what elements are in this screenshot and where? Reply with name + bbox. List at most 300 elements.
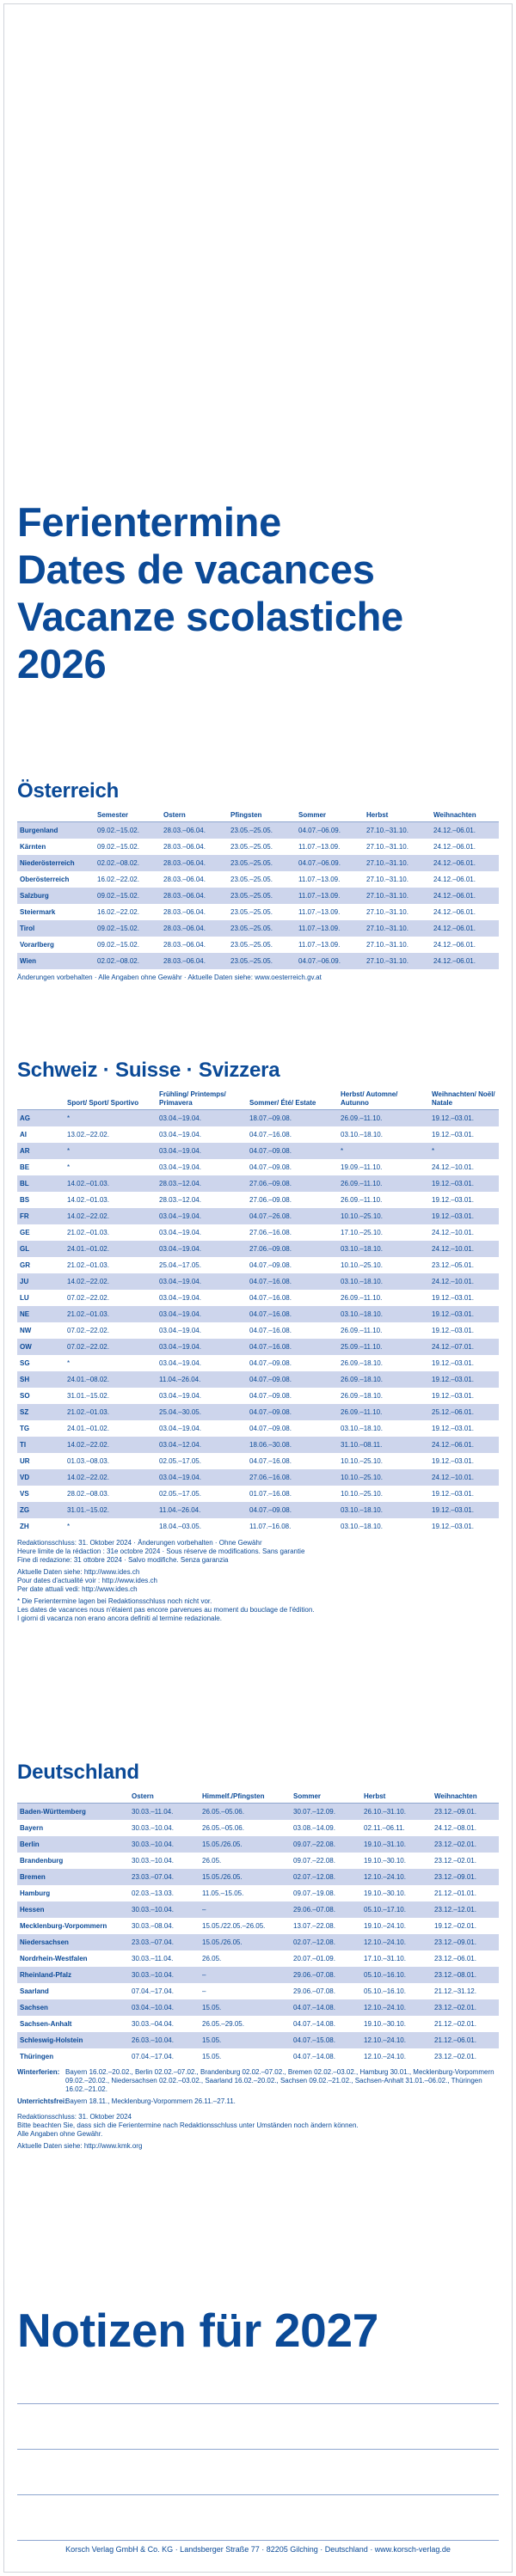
- germany-date-cell: 07.04.–17.04.: [129, 1983, 200, 1999]
- note-line: [17, 2404, 499, 2450]
- switzerland-row: [17, 1486, 499, 1502]
- austria-date-cell: 04.07.–06.09.: [296, 953, 364, 969]
- switzerland-date-cell: 03.04.–19.04.: [157, 1159, 247, 1175]
- germany-date-cell: 21.12.–02.01.: [432, 2016, 499, 2032]
- switzerland-region-cell: SO: [17, 1388, 64, 1404]
- switzerland-date-cell: 24.12.–10.01.: [429, 1273, 499, 1290]
- switzerland-date-cell: 04.07.–09.08.: [247, 1420, 338, 1437]
- germany-date-cell: 23.12.–12.01.: [432, 1901, 499, 1918]
- switzerland-date-cell: 24.01.–01.02.: [64, 1420, 157, 1437]
- germany-date-cell: 26.05.–05.06.: [200, 1804, 291, 1821]
- austria-region-cell: Steiermark: [17, 904, 95, 920]
- germany-date-cell: 19.10.–31.10.: [361, 1836, 432, 1853]
- switzerland-date-cell: 25.09.–11.10.: [338, 1339, 429, 1355]
- switzerland-date-cell: 03.04.–19.04.: [157, 1290, 247, 1306]
- switzerland-region-cell: JU: [17, 1273, 64, 1290]
- switzerland-date-cell: 26.09.–18.10.: [338, 1371, 429, 1388]
- switzerland-date-cell: 19.12.–03.01.: [429, 1306, 499, 1322]
- austria-date-cell: 24.12.–06.01.: [431, 888, 499, 904]
- germany-row: [17, 1967, 499, 1983]
- germany-date-cell: 12.10.–24.10.: [361, 1999, 432, 2016]
- switzerland-date-cell: 03.04.–19.04.: [157, 1143, 247, 1159]
- germany-date-cell: 15.05./26.05.: [200, 1836, 291, 1853]
- germany-date-cell: 24.12.–08.01.: [432, 1820, 499, 1836]
- switzerland-row: [17, 1437, 499, 1453]
- germany-link[interactable]: Aktuelle Daten siehe: http://www.kmk.org: [17, 2142, 143, 2150]
- germany-date-cell: 19.10.–24.10.: [361, 1918, 432, 1934]
- austria-date-cell: 09.02.–15.02.: [95, 839, 161, 855]
- switzerland-date-cell: 14.02.–01.03.: [64, 1192, 157, 1208]
- switzerland-date-cell: 28.03.–12.04.: [157, 1175, 247, 1192]
- austria-body: [17, 822, 499, 970]
- switzerland-date-cell: 03.10.–18.10.: [338, 1518, 429, 1535]
- germany-date-cell: 19.10.–30.10.: [361, 2016, 432, 2032]
- switzerland-col-header: Sommer/ Été/ Estate: [247, 1089, 338, 1110]
- switzerland-date-cell: 04.07.–16.08.: [247, 1339, 338, 1355]
- switzerland-date-cell: 26.09.–11.10.: [338, 1290, 429, 1306]
- switzerland-date-cell: 03.04.–19.04.: [157, 1339, 247, 1355]
- austria-col-header: Ostern: [161, 809, 228, 822]
- switzerland-region-cell: AG: [17, 1110, 64, 1127]
- switzerland-row: [17, 1175, 499, 1192]
- switzerland-row: [17, 1208, 499, 1224]
- austria-row: [17, 953, 499, 969]
- switzerland-date-cell: 01.03.–08.03.: [64, 1453, 157, 1469]
- austria-date-cell: 27.10.–31.10.: [364, 855, 431, 871]
- switzerland-row: [17, 1469, 499, 1486]
- germany-date-cell: 05.10.–16.10.: [361, 1967, 432, 1983]
- germany-date-cell: 15.05./26.05.: [200, 1869, 291, 1885]
- switzerland-date-cell: 14.02.–22.02.: [64, 1469, 157, 1486]
- austria-date-cell: 23.05.–25.05.: [228, 822, 296, 839]
- switzerland-row: [17, 1339, 499, 1355]
- germany-date-cell: 30.03.–04.04.: [129, 2016, 200, 2032]
- germany-date-cell: 05.10.–17.10.: [361, 1901, 432, 1918]
- germany-date-cell: 21.12.–06.01.: [432, 2032, 499, 2048]
- germany-date-cell: 04.07.–15.08.: [291, 2032, 361, 2048]
- austria-date-cell: 09.02.–15.02.: [95, 888, 161, 904]
- germany-date-cell: 19.10.–30.10.: [361, 1885, 432, 1901]
- germany-heading: Deutschland: [17, 1761, 139, 1784]
- germany-date-cell: 23.03.–07.04.: [129, 1869, 200, 1885]
- austria-region-cell: Tirol: [17, 920, 95, 937]
- germany-date-cell: –: [200, 1983, 291, 1999]
- switzerland-region-cell: ZH: [17, 1518, 64, 1535]
- germany-table: [17, 1791, 499, 2065]
- switzerland-date-cell: 18.07.–09.08.: [247, 1110, 338, 1127]
- switzerland-date-cell: *: [338, 1143, 429, 1159]
- switzerland-date-cell: 21.02.–01.03.: [64, 1306, 157, 1322]
- switzerland-date-cell: 27.06.–09.08.: [247, 1241, 338, 1257]
- switzerland-date-cell: 04.07.–16.08.: [247, 1273, 338, 1290]
- link-fr[interactable]: Pour dates d'actualité voir : http://www.ides.ch: [17, 1577, 157, 1584]
- switzerland-date-cell: 19.12.–03.01.: [429, 1355, 499, 1371]
- switzerland-row: [17, 1273, 499, 1290]
- switzerland-row: [17, 1502, 499, 1518]
- switzerland-date-cell: 03.10.–18.10.: [338, 1126, 429, 1143]
- switzerland-body: [17, 1110, 499, 1535]
- germany-region-cell: Mecklenburg-Vorpommern: [17, 1918, 129, 1934]
- switzerland-region-cell: GL: [17, 1241, 64, 1257]
- title-line-fr: Dates de vacances: [17, 546, 375, 592]
- link-de[interactable]: Aktuelle Daten siehe: http://www.ides.ch: [17, 1568, 140, 1576]
- germany-date-cell: 02.07.–12.08.: [291, 1869, 361, 1885]
- germany-date-cell: 30.07.–12.09.: [291, 1804, 361, 1821]
- switzerland-row: [17, 1143, 499, 1159]
- deadline-note-de: Redaktionsschluss: 31. Oktober 2024 · Änderungen vorbehalten · Ohne Gewähr: [17, 1539, 262, 1547]
- switzerland-region-cell: BE: [17, 1159, 64, 1175]
- asterisk-note-fr: Les dates de vacances nous n'étaient pas encore parvenues au moment du bouclage de l'édition.: [17, 1606, 315, 1614]
- switzerland-date-cell: 14.02.–22.02.: [64, 1437, 157, 1453]
- austria-date-cell: 28.03.–06.04.: [161, 904, 228, 920]
- austria-region-cell: Vorarlberg: [17, 937, 95, 953]
- switzerland-col-header: Herbst/ Automne/ Autunno: [338, 1089, 429, 1110]
- austria-date-cell: 11.07.–13.09.: [296, 871, 364, 888]
- switzerland-header-row: [17, 1089, 499, 1110]
- austria-date-cell: 27.10.–31.10.: [364, 822, 431, 839]
- note-line: [17, 2359, 499, 2404]
- switzerland-date-cell: 26.09.–18.10.: [338, 1388, 429, 1404]
- switzerland-region-cell: SG: [17, 1355, 64, 1371]
- germany-date-cell: 05.10.–16.10.: [361, 1983, 432, 1999]
- germany-date-cell: 12.10.–24.10.: [361, 1934, 432, 1950]
- austria-date-cell: 23.05.–25.05.: [228, 937, 296, 953]
- austria-col-header: [17, 809, 95, 822]
- switzerland-date-cell: 19.12.–03.01.: [429, 1371, 499, 1388]
- germany-date-cell: 02.07.–12.08.: [291, 1934, 361, 1950]
- germany-region-cell: Nordrhein-Westfalen: [17, 1950, 129, 1967]
- switzerland-notes: [17, 1539, 499, 1565]
- austria-date-cell: 11.07.–13.09.: [296, 839, 364, 855]
- germany-date-cell: 15.05./22.05.–26.05.: [200, 1918, 291, 1934]
- austria-date-cell: 24.12.–06.01.: [431, 871, 499, 888]
- switzerland-date-cell: 03.10.–18.10.: [338, 1502, 429, 1518]
- switzerland-date-cell: 03.04.–19.04.: [157, 1469, 247, 1486]
- germany-date-cell: 21.12.–31.12.: [432, 1983, 499, 1999]
- switzerland-date-cell: 03.04.–19.04.: [157, 1241, 247, 1257]
- austria-date-cell: 09.02.–15.02.: [95, 920, 161, 937]
- switzerland-date-cell: 24.12.–10.01.: [429, 1241, 499, 1257]
- germany-date-cell: 12.10.–24.10.: [361, 2032, 432, 2048]
- germany-date-cell: 17.10.–31.10.: [361, 1950, 432, 1967]
- austria-date-cell: 23.05.–25.05.: [228, 855, 296, 871]
- switzerland-date-cell: 04.07.–16.08.: [247, 1290, 338, 1306]
- switzerland-row: [17, 1290, 499, 1306]
- switzerland-date-cell: *: [64, 1110, 157, 1127]
- switzerland-date-cell: 18.06.–30.08.: [247, 1437, 338, 1453]
- switzerland-date-cell: 14.02.–22.02.: [64, 1208, 157, 1224]
- switzerland-date-cell: 04.07.–16.08.: [247, 1306, 338, 1322]
- school-free-days: [17, 2097, 499, 2106]
- switzerland-date-cell: *: [64, 1159, 157, 1175]
- germany-date-cell: 23.12.–06.01.: [432, 1950, 499, 1967]
- austria-date-cell: 24.12.–06.01.: [431, 855, 499, 871]
- switzerland-date-cell: 03.04.–19.04.: [157, 1208, 247, 1224]
- switzerland-date-cell: *: [64, 1518, 157, 1535]
- switzerland-row: [17, 1110, 499, 1127]
- germany-row: [17, 1901, 499, 1918]
- switzerland-date-cell: 03.04.–19.04.: [157, 1126, 247, 1143]
- austria-date-cell: 16.02.–22.02.: [95, 904, 161, 920]
- germany-date-cell: 23.12.–02.01.: [432, 1853, 499, 1869]
- austria-row: [17, 937, 499, 953]
- switzerland-date-cell: 03.04.–19.04.: [157, 1420, 247, 1437]
- switzerland-date-cell: 26.09.–11.10.: [338, 1404, 429, 1420]
- germany-date-cell: 30.03.–10.04.: [129, 1853, 200, 1869]
- switzerland-date-cell: 19.12.–03.01.: [429, 1208, 499, 1224]
- switzerland-date-cell: 02.05.–17.05.: [157, 1453, 247, 1469]
- austria-date-cell: 27.10.–31.10.: [364, 920, 431, 937]
- switzerland-date-cell: 07.02.–22.02.: [64, 1339, 157, 1355]
- austria-date-cell: 23.05.–25.05.: [228, 953, 296, 969]
- austria-date-cell: 23.05.–25.05.: [228, 920, 296, 937]
- austria-date-cell: 28.03.–06.04.: [161, 888, 228, 904]
- germany-change-note: Bitte beachten Sie, dass sich die Ferientermine nach Redaktionsschluss unter Umständen noch ändern können.: [17, 2121, 359, 2129]
- austria-col-header: Sommer: [296, 809, 364, 822]
- switzerland-region-cell: VS: [17, 1486, 64, 1502]
- germany-date-cell: 13.07.–22.08.: [291, 1918, 361, 1934]
- switzerland-date-cell: 24.12.–07.01.: [429, 1339, 499, 1355]
- main-title: [17, 498, 499, 687]
- switzerland-section: [17, 1059, 499, 1623]
- switzerland-date-cell: *: [64, 1355, 157, 1371]
- switzerland-date-cell: 24.01.–01.02.: [64, 1241, 157, 1257]
- austria-date-cell: 27.10.–31.10.: [364, 888, 431, 904]
- germany-date-cell: 15.05.: [200, 2032, 291, 2048]
- switzerland-date-cell: 04.07.–26.08.: [247, 1208, 338, 1224]
- switzerland-date-cell: *: [429, 1143, 499, 1159]
- germany-date-cell: 30.03.–10.04.: [129, 1901, 200, 1918]
- switzerland-links: [17, 1568, 499, 1594]
- germany-date-cell: 02.03.–13.03.: [129, 1885, 200, 1901]
- switzerland-date-cell: 27.06.–16.08.: [247, 1469, 338, 1486]
- austria-region-cell: Burgenland: [17, 822, 95, 839]
- germany-date-cell: 21.12.–01.01.: [432, 1885, 499, 1901]
- switzerland-date-cell: 10.10.–25.10.: [338, 1469, 429, 1486]
- switzerland-date-cell: 07.02.–22.02.: [64, 1290, 157, 1306]
- germany-body: [17, 1804, 499, 2066]
- germany-region-cell: Hessen: [17, 1901, 129, 1918]
- germany-date-cell: 12.10.–24.10.: [361, 1869, 432, 1885]
- germany-date-cell: 26.05.: [200, 1853, 291, 1869]
- switzerland-row: [17, 1420, 499, 1437]
- switzerland-date-cell: 21.02.–01.03.: [64, 1404, 157, 1420]
- switzerland-row: [17, 1306, 499, 1322]
- austria-date-cell: 27.10.–31.10.: [364, 904, 431, 920]
- deadline-note-it: Fine di redazione: 31 ottobre 2024 · Salvo modifiche. Senza garanzia: [17, 1556, 229, 1564]
- austria-row: [17, 855, 499, 871]
- switzerland-date-cell: 03.04.–19.04.: [157, 1273, 247, 1290]
- germany-date-cell: 30.03.–10.04.: [129, 1836, 200, 1853]
- switzerland-date-cell: 24.01.–08.02.: [64, 1371, 157, 1388]
- germany-row: [17, 2016, 499, 2032]
- germany-region-cell: Saarland: [17, 1983, 129, 1999]
- title-line-it: Vacanze scolastiche: [17, 594, 403, 639]
- germany-row: [17, 1950, 499, 1967]
- germany-date-cell: –: [200, 1901, 291, 1918]
- germany-col-header: Himmelf./Pfingsten: [200, 1791, 291, 1804]
- switzerland-region-cell: OW: [17, 1339, 64, 1355]
- germany-date-cell: 23.12.–02.01.: [432, 2048, 499, 2065]
- germany-date-cell: 23.12.–09.01.: [432, 1934, 499, 1950]
- germany-date-cell: 29.06.–07.08.: [291, 1967, 361, 1983]
- germany-date-cell: 03.08.–14.09.: [291, 1820, 361, 1836]
- austria-table: [17, 809, 499, 969]
- austria-row: [17, 904, 499, 920]
- switzerland-date-cell: 26.09.–11.10.: [338, 1192, 429, 1208]
- switzerland-region-cell: BS: [17, 1192, 64, 1208]
- austria-date-cell: 11.07.–13.09.: [296, 937, 364, 953]
- germany-date-cell: 29.06.–07.08.: [291, 1983, 361, 1999]
- link-it[interactable]: Per date attuali vedi: http://www.ides.ch: [17, 1585, 138, 1593]
- switzerland-date-cell: 02.05.–17.05.: [157, 1486, 247, 1502]
- switzerland-date-cell: 04.07.–09.08.: [247, 1388, 338, 1404]
- switzerland-region-cell: FR: [17, 1208, 64, 1224]
- switzerland-date-cell: 27.06.–16.08.: [247, 1224, 338, 1241]
- switzerland-heading: Schweiz · Suisse · Svizzera: [17, 1059, 280, 1082]
- germany-col-header: Weihnachten: [432, 1791, 499, 1804]
- switzerland-date-cell: 04.07.–16.08.: [247, 1453, 338, 1469]
- switzerland-region-cell: LU: [17, 1290, 64, 1306]
- germany-date-cell: 23.12.–02.01.: [432, 1999, 499, 2016]
- austria-date-cell: 02.02.–08.02.: [95, 855, 161, 871]
- austria-region-cell: Kärnten: [17, 839, 95, 855]
- switzerland-date-cell: 23.12.–05.01.: [429, 1257, 499, 1273]
- switzerland-date-cell: 04.07.–09.08.: [247, 1159, 338, 1175]
- austria-row: [17, 920, 499, 937]
- notes-lines: [17, 2359, 499, 2541]
- switzerland-date-cell: 19.12.–03.01.: [429, 1518, 499, 1535]
- switzerland-row: [17, 1192, 499, 1208]
- switzerland-date-cell: 19.12.–03.01.: [429, 1192, 499, 1208]
- germany-date-cell: 23.12.–09.01.: [432, 1804, 499, 1821]
- germany-date-cell: 09.07.–22.08.: [291, 1853, 361, 1869]
- switzerland-date-cell: 10.10.–25.10.: [338, 1486, 429, 1502]
- switzerland-col-header: Frühling/ Printemps/ Primavera: [157, 1089, 247, 1110]
- germany-date-cell: 20.07.–01.09.: [291, 1950, 361, 1967]
- germany-date-cell: 12.10.–24.10.: [361, 2048, 432, 2065]
- austria-section: [17, 780, 499, 982]
- germany-date-cell: 15.05.: [200, 2048, 291, 2065]
- germany-region-cell: Bayern: [17, 1820, 129, 1836]
- switzerland-date-cell: 03.10.–18.10.: [338, 1420, 429, 1437]
- germany-row: [17, 1999, 499, 2016]
- austria-date-cell: 28.03.–06.04.: [161, 920, 228, 937]
- switzerland-row: [17, 1126, 499, 1143]
- switzerland-date-cell: 19.12.–03.01.: [429, 1502, 499, 1518]
- germany-region-cell: Hamburg: [17, 1885, 129, 1901]
- germany-row: [17, 1804, 499, 1821]
- austria-date-cell: 16.02.–22.02.: [95, 871, 161, 888]
- switzerland-date-cell: 10.10.–25.10.: [338, 1208, 429, 1224]
- switzerland-table: [17, 1089, 499, 1535]
- switzerland-date-cell: 26.09.–11.10.: [338, 1110, 429, 1127]
- switzerland-date-cell: 03.04.–19.04.: [157, 1355, 247, 1371]
- austria-date-cell: 02.02.–08.02.: [95, 953, 161, 969]
- austria-col-header: Weihnachten: [431, 809, 499, 822]
- germany-date-cell: 30.03.–11.04.: [129, 1950, 200, 1967]
- switzerland-date-cell: 10.10.–25.10.: [338, 1453, 429, 1469]
- germany-notes: [17, 2113, 499, 2151]
- germany-date-cell: 15.05.: [200, 1999, 291, 2016]
- germany-date-cell: 30.03.–10.04.: [129, 1820, 200, 1836]
- switzerland-date-cell: 19.09.–11.10.: [338, 1159, 429, 1175]
- switzerland-region-cell: VD: [17, 1469, 64, 1486]
- switzerland-region-cell: AI: [17, 1126, 64, 1143]
- switzerland-date-cell: 03.04.–19.04.: [157, 1388, 247, 1404]
- switzerland-region-cell: TI: [17, 1437, 64, 1453]
- switzerland-col-header: [17, 1089, 64, 1110]
- switzerland-date-cell: 04.07.–16.08.: [247, 1322, 338, 1339]
- austria-date-cell: 11.07.–13.09.: [296, 888, 364, 904]
- notes-title: Notizen für 2027: [17, 2304, 379, 2357]
- switzerland-date-cell: 19.12.–03.01.: [429, 1420, 499, 1437]
- switzerland-date-cell: 03.10.–18.10.: [338, 1273, 429, 1290]
- switzerland-date-cell: 28.03.–12.04.: [157, 1192, 247, 1208]
- switzerland-col-header: Weihnachten/ Noël/ Natale: [429, 1089, 499, 1110]
- germany-date-cell: 03.04.–10.04.: [129, 1999, 200, 2016]
- switzerland-date-cell: 04.07.–09.08.: [247, 1404, 338, 1420]
- switzerland-row: [17, 1224, 499, 1241]
- germany-row: [17, 1983, 499, 1999]
- note-line: [17, 2495, 499, 2541]
- austria-row: [17, 839, 499, 855]
- germany-section: [17, 1761, 499, 2151]
- switzerland-date-cell: 24.12.–06.01.: [429, 1437, 499, 1453]
- germany-date-cell: 02.11.–06.11.: [361, 1820, 432, 1836]
- switzerland-date-cell: 18.04.–03.05.: [157, 1518, 247, 1535]
- germany-date-cell: 19.10.–30.10.: [361, 1853, 432, 1869]
- austria-date-cell: 24.12.–06.01.: [431, 839, 499, 855]
- switzerland-date-cell: 11.07.–16.08.: [247, 1518, 338, 1535]
- austria-col-header: Herbst: [364, 809, 431, 822]
- germany-region-cell: Rheinland-Pfalz: [17, 1967, 129, 1983]
- germany-region-cell: Berlin: [17, 1836, 129, 1853]
- switzerland-date-cell: 25.04.–17.05.: [157, 1257, 247, 1273]
- switzerland-region-cell: SZ: [17, 1404, 64, 1420]
- asterisk-note-it: I giorni di vacanza non erano ancora definiti al termine redazionale.: [17, 1615, 222, 1622]
- deadline-note-fr: Heure limite de la rédaction : 31e octobre 2024 · Sous réserve de modifications. Sans garantie: [17, 1547, 305, 1555]
- austria-date-cell: 24.12.–06.01.: [431, 953, 499, 969]
- switzerland-date-cell: 04.07.–09.08.: [247, 1502, 338, 1518]
- germany-date-cell: 23.12.–08.01.: [432, 1967, 499, 1983]
- switzerland-date-cell: 24.12.–10.01.: [429, 1159, 499, 1175]
- germany-date-cell: 23.12.–02.01.: [432, 1836, 499, 1853]
- germany-disclaimer: Alle Angaben ohne Gewähr.: [17, 2130, 103, 2138]
- germany-col-header: Ostern: [129, 1791, 200, 1804]
- switzerland-date-cell: 03.04.–12.04.: [157, 1437, 247, 1453]
- germany-date-cell: 26.05.: [200, 1950, 291, 1967]
- germany-region-cell: Niedersachsen: [17, 1934, 129, 1950]
- germany-date-cell: 23.12.–09.01.: [432, 1869, 499, 1885]
- germany-col-header: [17, 1791, 129, 1804]
- austria-date-cell: 28.03.–06.04.: [161, 937, 228, 953]
- germany-row: [17, 2032, 499, 2048]
- germany-date-cell: 26.03.–10.04.: [129, 2032, 200, 2048]
- austria-date-cell: 23.05.–25.05.: [228, 839, 296, 855]
- switzerland-date-cell: 19.12.–03.01.: [429, 1486, 499, 1502]
- germany-region-cell: Sachsen: [17, 1999, 129, 2016]
- switzerland-date-cell: 21.02.–01.03.: [64, 1257, 157, 1273]
- austria-date-cell: 09.02.–15.02.: [95, 937, 161, 953]
- switzerland-date-cell: 17.10.–25.10.: [338, 1224, 429, 1241]
- switzerland-region-cell: ZG: [17, 1502, 64, 1518]
- austria-date-cell: 11.07.–13.09.: [296, 920, 364, 937]
- switzerland-date-cell: 11.04.–26.04.: [157, 1371, 247, 1388]
- austria-col-header: Pfingsten: [228, 809, 296, 822]
- switzerland-col-header: Sport/ Sport/ Sportivo: [64, 1089, 157, 1110]
- germany-row: [17, 1934, 499, 1950]
